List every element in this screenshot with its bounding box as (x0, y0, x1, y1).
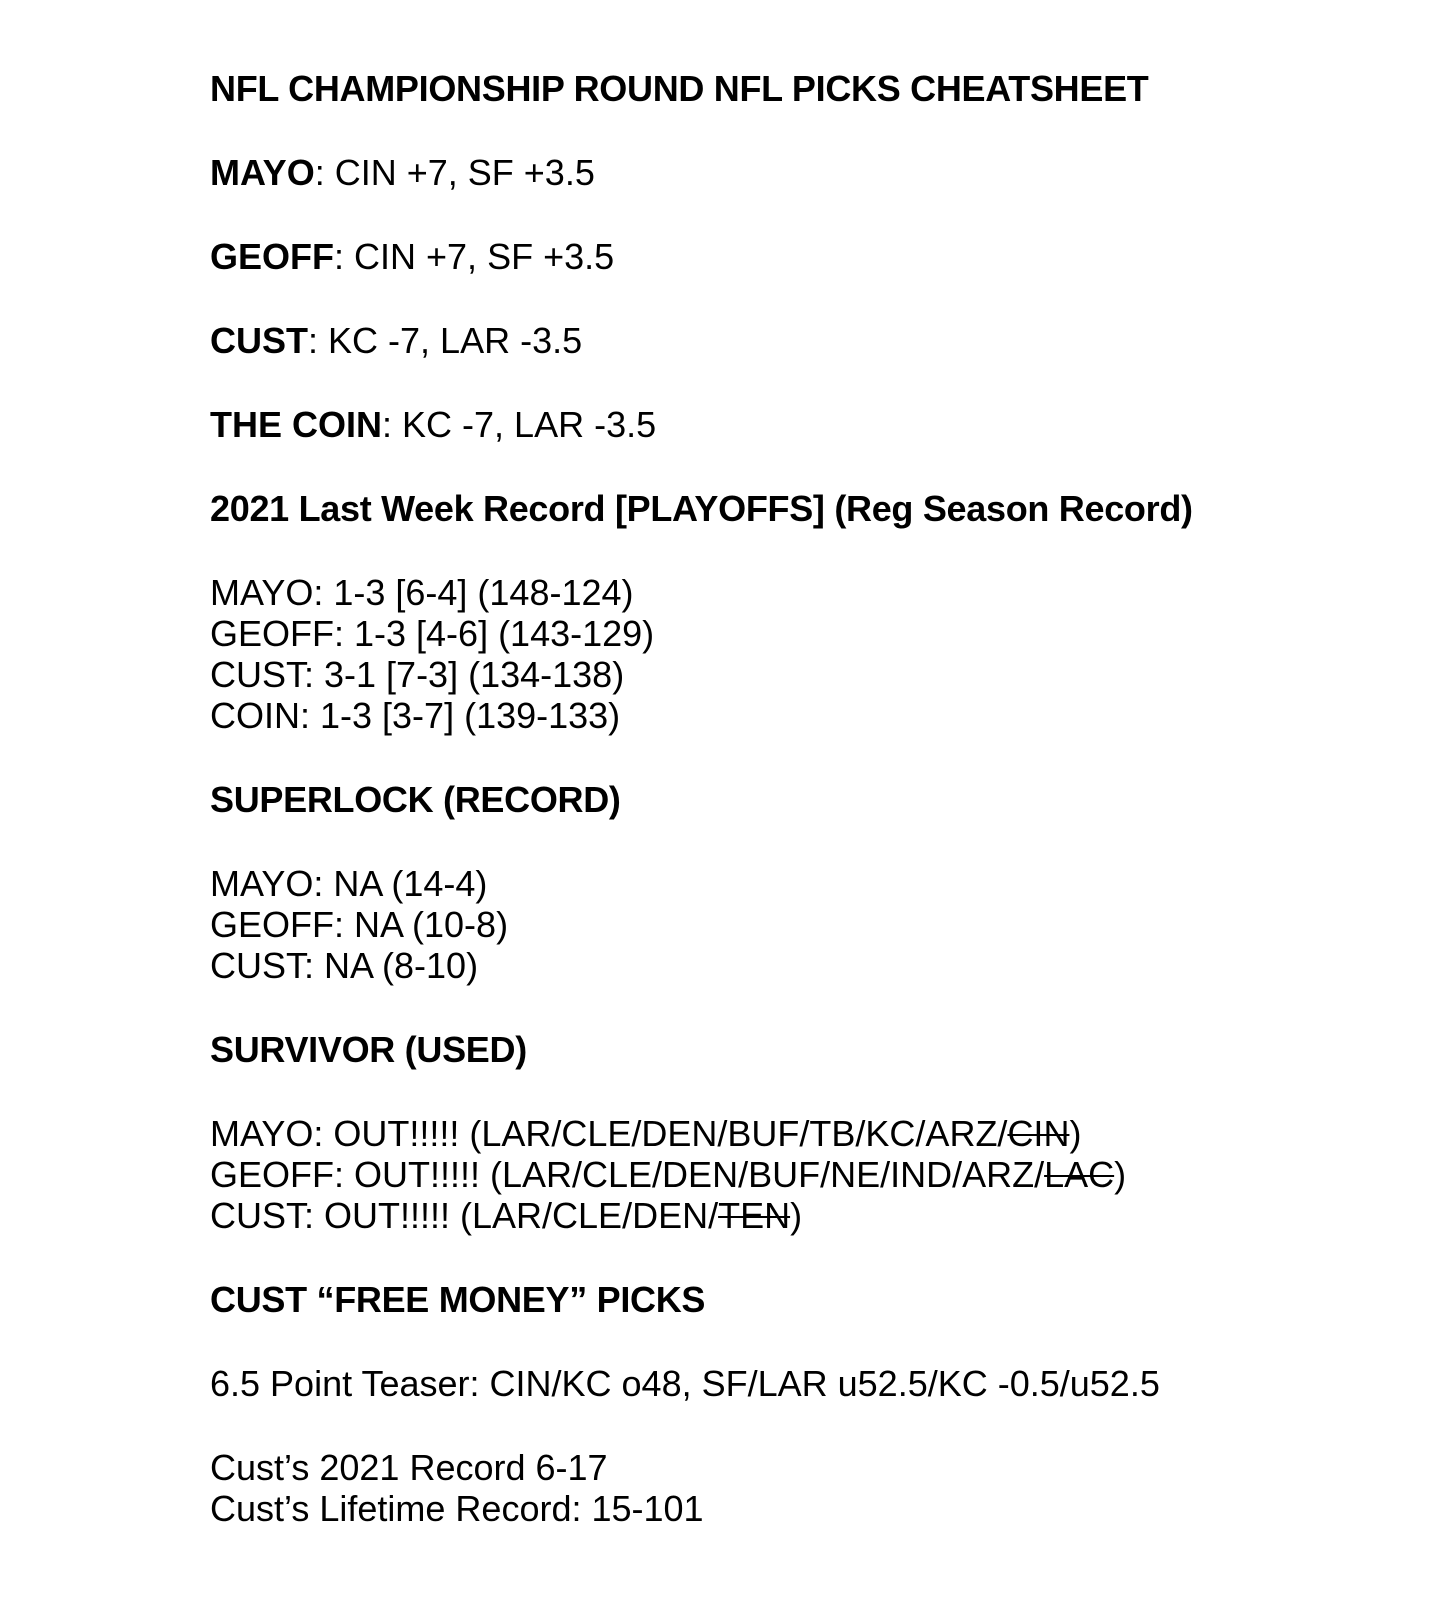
survivor-used: CUST: OUT!!!!! (LAR/CLE/DEN/ (210, 1195, 719, 1236)
picker-name: GEOFF (210, 236, 334, 277)
picker-name: CUST (210, 320, 308, 361)
survivor-heading: SURVIVOR (USED) (210, 1029, 527, 1070)
pick-cust (210, 320, 1410, 361)
pick-value: CIN +7, SF +3.5 (334, 152, 595, 193)
survivor-used: GEOFF: OUT!!!!! (LAR/CLE/DEN/BUF/NE/IND/ARZ/ (210, 1154, 1045, 1195)
superlock-heading: SUPERLOCK (RECORD) (210, 779, 621, 820)
record-line: COIN: 1-3 [3-7] (139-133) (210, 695, 621, 736)
pick-value: CIN +7, SF +3.5 (354, 236, 615, 277)
picker-sep: : (308, 320, 329, 361)
picker-name: THE COIN (210, 404, 383, 445)
survivor-line-cust (210, 1195, 1410, 1236)
survivor-line-geoff (210, 1154, 1410, 1195)
picker-sep: : (382, 404, 403, 445)
pick-value: KC -7, LAR -3.5 (402, 404, 657, 445)
document-title: NFL CHAMPIONSHIP ROUND NFL PICKS CHEATSHEET (210, 68, 1149, 109)
superlock-line: GEOFF: NA (10-8) (210, 904, 509, 945)
superlock-line: MAYO: NA (14-4) (210, 863, 488, 904)
picker-sep: : (334, 236, 355, 277)
survivor-struck-team: LAC (1044, 1154, 1115, 1195)
cust-2021-record: Cust’s 2021 Record 6-17 (210, 1447, 608, 1488)
survivor-line-mayo (210, 1113, 1410, 1154)
pick-geoff (210, 236, 1410, 277)
teaser-line: 6.5 Point Teaser: CIN/KC o48, SF/LAR u52.5/KC -0.5/u52.5 (210, 1363, 1160, 1404)
picker-sep: : (314, 152, 335, 193)
survivor-used: MAYO: OUT!!!!! (LAR/CLE/DEN/BUF/TB/KC/ARZ/ (210, 1113, 1008, 1154)
cust-lifetime-record: Cust’s Lifetime Record: 15-101 (210, 1488, 704, 1529)
record-line: GEOFF: 1-3 [4-6] (143-129) (210, 613, 655, 654)
pick-value: KC -7, LAR -3.5 (328, 320, 583, 361)
cheatsheet-document (210, 68, 1410, 1529)
records-heading: 2021 Last Week Record [PLAYOFFS] (Reg Season Record) (210, 488, 1193, 529)
survivor-struck-team: CIN (1007, 1113, 1070, 1154)
survivor-close: ) (1114, 1154, 1127, 1195)
superlock-line: CUST: NA (8-10) (210, 945, 479, 986)
record-line: MAYO: 1-3 [6-4] (148-124) (210, 572, 634, 613)
picker-name: MAYO (210, 152, 315, 193)
pick-the-coin (210, 404, 1410, 445)
pick-mayo (210, 152, 1410, 193)
record-line: CUST: 3-1 [7-3] (134-138) (210, 654, 625, 695)
survivor-struck-team: TEN (718, 1195, 791, 1236)
survivor-close: ) (790, 1195, 803, 1236)
survivor-close: ) (1069, 1113, 1082, 1154)
free-money-heading: CUST “FREE MONEY” PICKS (210, 1279, 706, 1320)
